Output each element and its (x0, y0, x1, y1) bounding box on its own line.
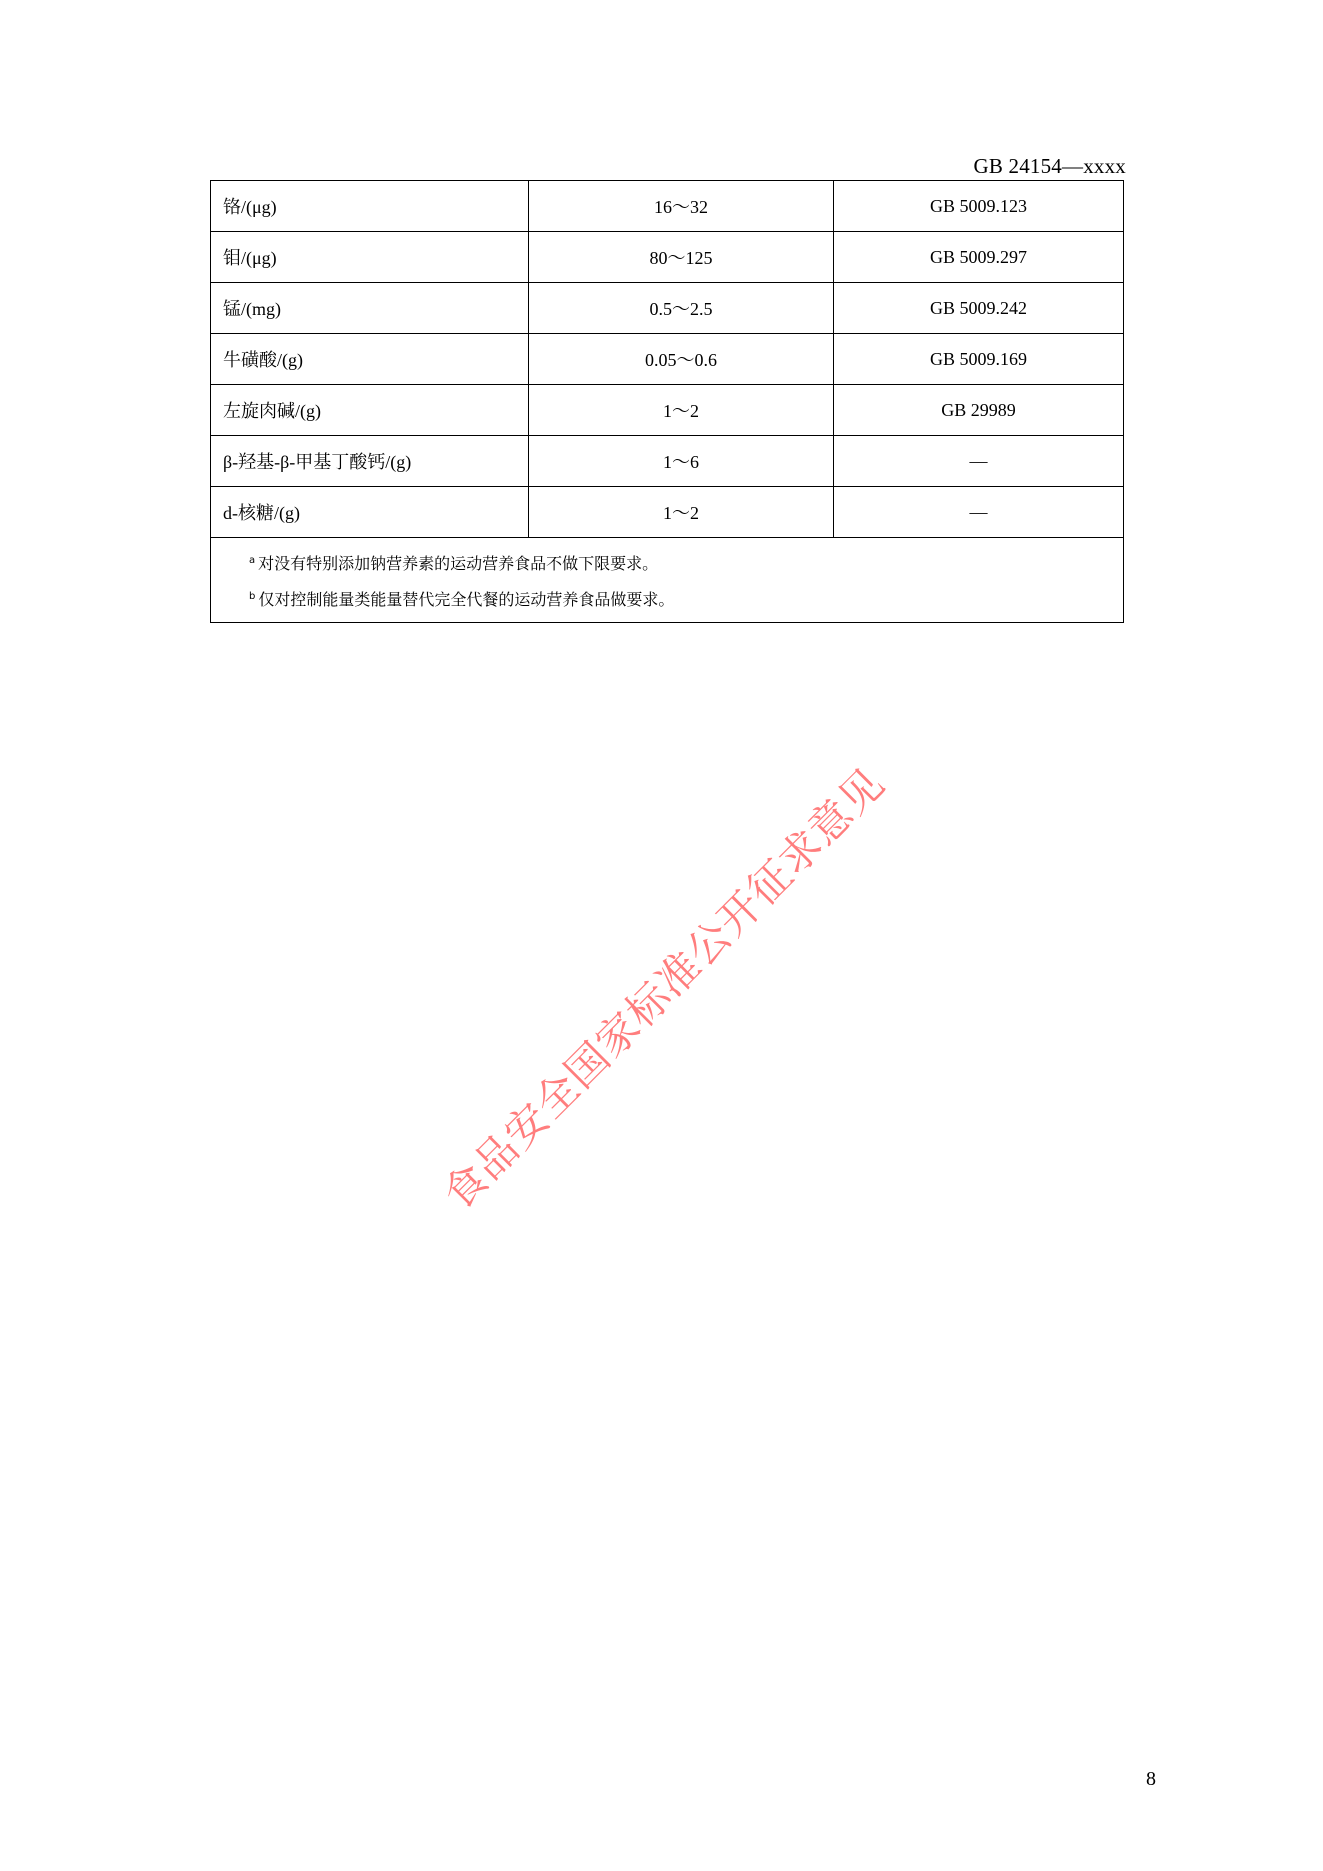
test-method: GB 5009.169 (834, 334, 1124, 385)
table-row (211, 334, 1124, 385)
table-row (211, 487, 1124, 538)
test-method: — (834, 487, 1124, 538)
nutrient-range: 80～125 (529, 232, 834, 283)
table-row (211, 385, 1124, 436)
table-notes-row (211, 538, 1124, 623)
nutrient-name: 牛磺酸/(g) (211, 334, 529, 385)
nutrient-range: 1～2 (529, 385, 834, 436)
nutrient-name: 钼/(μg) (211, 232, 529, 283)
test-method: GB 5009.242 (834, 283, 1124, 334)
nutrient-spec-table (210, 180, 1124, 623)
footnote-mark: a (249, 555, 256, 566)
footnote-a (249, 544, 1123, 580)
table-row (211, 436, 1124, 487)
test-method: GB 5009.123 (834, 181, 1124, 232)
table-row (211, 232, 1124, 283)
nutrient-name: 锰/(mg) (211, 283, 529, 334)
nutrient-name: β-羟基-β-甲基丁酸钙/(g) (211, 436, 529, 487)
document-code: GB 24154—xxxx (973, 154, 1126, 178)
footnote-mark: b (249, 591, 256, 602)
nutrient-range: 1～2 (529, 487, 834, 538)
nutrient-name: 铬/(μg) (211, 181, 529, 232)
watermark-text: 食品安全国家标准公开征求意见 (433, 758, 894, 1219)
page-number: 8 (1146, 1768, 1156, 1790)
nutrient-range: 0.5～2.5 (529, 283, 834, 334)
test-method: GB 5009.297 (834, 232, 1124, 283)
footnote-b (249, 580, 1123, 616)
table-footnotes (211, 538, 1124, 623)
footnote-text: 对没有特别添加钠营养素的运动营养食品不做下限要求。 (258, 554, 659, 573)
table-row (211, 181, 1124, 232)
table-row (211, 283, 1124, 334)
nutrient-range: 1～6 (529, 436, 834, 487)
test-method: — (834, 436, 1124, 487)
nutrient-range: 0.05～0.6 (529, 334, 834, 385)
nutrient-name: d-核糖/(g) (211, 487, 529, 538)
nutrient-range: 16～32 (529, 181, 834, 232)
test-method: GB 29989 (834, 385, 1124, 436)
footnote-text: 仅对控制能量类能量替代完全代餐的运动营养食品做要求。 (258, 590, 675, 609)
nutrient-name: 左旋肉碱/(g) (211, 385, 529, 436)
